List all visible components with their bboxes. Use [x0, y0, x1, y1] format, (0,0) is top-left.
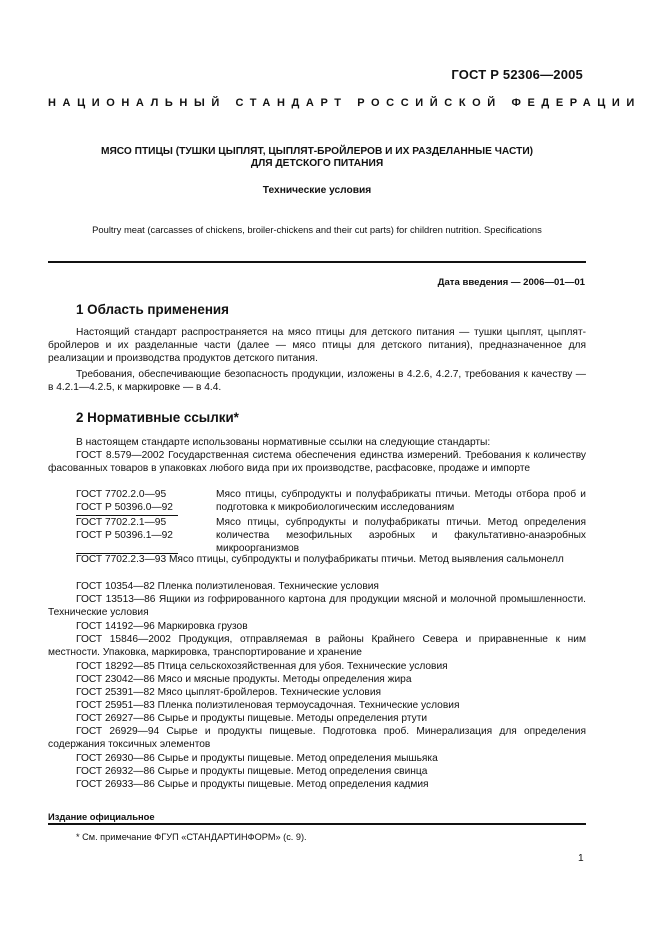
- title-line-2: ДЛЯ ДЕТСКОГО ПИТАНИЯ: [250, 158, 384, 169]
- section-1-paragraph-1: [48, 326, 586, 365]
- ref-gost-26933: ГОСТ 26933—86 Сырье и продукты пищевые. Метод определения кадмия: [76, 779, 429, 790]
- section-1-heading: 1 Область применения: [76, 302, 229, 317]
- ref-gost-23042: ГОСТ 23042—86 Мясо и мясные продукты. Методы определения жира: [76, 674, 412, 685]
- ref-code: ГОСТ Р 50396.0—92: [76, 502, 173, 513]
- ref-gost-15846: [48, 633, 586, 659]
- ref-gost-7702-2-3-text: ГОСТ 7702.2.3—93 Мясо птицы, субпродукты и полуфабрикаты птичьи. Метод выявления сальмонелл: [76, 554, 564, 565]
- ref-gost-26930: ГОСТ 26930—86 Сырье и продукты пищевые. Метод определения мышьяка: [76, 753, 438, 764]
- ref-group-2-text: Мясо птицы, субпродукты и полуфабрикаты птичьи. Метод определения количества мезофильных аэробных и факультативно-анаэробных микроорганизмов: [216, 517, 586, 554]
- document-number: ГОСТ Р 52306—2005: [451, 67, 583, 82]
- footnote: * См. примечание ФГУП «СТАНДАРТИНФОРМ» (с. 9).: [76, 832, 307, 842]
- ref-gost-10354: ГОСТ 10354—82 Пленка полиэтиленовая. Технические условия: [76, 581, 379, 592]
- ref-group-1-codes: [76, 488, 173, 514]
- ref-group-1-text: [216, 488, 586, 514]
- national-standard-banner: НАЦИОНАЛЬНЫЙ СТАНДАРТ РОССИЙСКОЙ ФЕДЕРАЦИИ: [48, 97, 641, 109]
- ref-group-2-codes: [76, 516, 173, 542]
- header-divider: [48, 261, 586, 263]
- ref-gost-26932: ГОСТ 26932—86 Сырье и продукты пищевые. Метод определения свинца: [76, 766, 428, 777]
- ref-gost-15846-text: ГОСТ 15846—2002 Продукция, отправляемая в районы Крайнего Севера и приравненные к ним местности. Упаковка, маркировка, транспортирование и хранение: [48, 634, 586, 658]
- ref-gost-25951: ГОСТ 25951—83 Пленка полиэтиленовая термоусадочная. Технические условия: [76, 700, 460, 711]
- introduction-date: Дата введения — 2006—01—01: [437, 277, 585, 288]
- ref-code: ГОСТ 7702.2.1—95: [76, 517, 167, 528]
- ref-gost-18292: ГОСТ 18292—85 Птица сельскохозяйственная для убоя. Технические условия: [76, 661, 448, 672]
- section-1-paragraph-2: [48, 368, 586, 394]
- ref-gost-26929: [48, 725, 586, 751]
- section-1-paragraph-2-text: Требования, обеспечивающие безопасность продукции, изложены в 4.2.6, 4.2.7, требования к качеству — в 4.2.1—4.2.5, к маркировке — в 4.4.: [48, 369, 586, 393]
- ref-code: ГОСТ Р 50396.1—92: [76, 530, 173, 541]
- document-title: [48, 146, 586, 170]
- ref-gost-26927: ГОСТ 26927—86 Сырье и продукты пищевые. Методы определения ртути: [76, 713, 428, 724]
- english-title: Poultry meat (carcasses of chickens, broiler-chickens and their cut parts) for children nutrition. Specifications: [92, 224, 542, 235]
- ref-gost-14192: ГОСТ 14192—96 Маркировка грузов: [76, 621, 248, 632]
- ref-gost-13513-text: ГОСТ 13513—86 Ящики из гофрированного картона для продукции мясной и молочной промышленности. Технические условия: [48, 594, 586, 618]
- title-line-1: МЯСО ПТИЦЫ (ТУШКИ ЦЫПЛЯТ, ЦЫПЛЯТ-БРОЙЛЕРОВ И ИХ РАЗДЕЛАННЫЕ ЧАСТИ): [100, 146, 534, 157]
- ref-gost-8579: [48, 449, 586, 475]
- page-number: 1: [578, 853, 584, 864]
- section-2-heading: 2 Нормативные ссылки*: [76, 410, 239, 425]
- document-subtitle: Технические условия: [262, 185, 372, 196]
- section-1-paragraph-1-text: Настоящий стандарт распространяется на мясо птицы для детского питания — тушки цыплят, цыплят-бройлеров и их разделанные части (далее — мясо птицы для детского питания), предназначенное для реализации и производства продуктов детского питания.: [48, 327, 586, 364]
- ref-gost-26929-text: ГОСТ 26929—94 Сырье и продукты пищевые. Подготовка проб. Минерализация для определения содержания токсичных элементов: [48, 726, 586, 750]
- official-edition-label: Издание официальное: [48, 811, 155, 822]
- ref-gost-13513: [48, 593, 586, 619]
- section-2-intro: В настоящем стандарте использованы нормативные ссылки на следующие стандарты:: [76, 437, 491, 448]
- ref-gost-7702-2-3: [48, 553, 586, 566]
- ref-code: ГОСТ 7702.2.0—95: [76, 489, 167, 500]
- ref-gost-25391: ГОСТ 25391—82 Мясо цыплят-бройлеров. Технические условия: [76, 687, 382, 698]
- footer-divider: [48, 823, 586, 825]
- ref-group-1-text-body: Мясо птицы, субпродукты и полуфабрикаты птичьи. Методы отбора проб и подготовка к микробиологическим исследованиям: [216, 489, 586, 513]
- ref-gost-8579-text: ГОСТ 8.579—2002 Государственная система обеспечения единства измерений. Требования к количеству фасованных товаров в упаковках любого вида при их производстве, расфасовке, продаже и импорте: [48, 450, 586, 474]
